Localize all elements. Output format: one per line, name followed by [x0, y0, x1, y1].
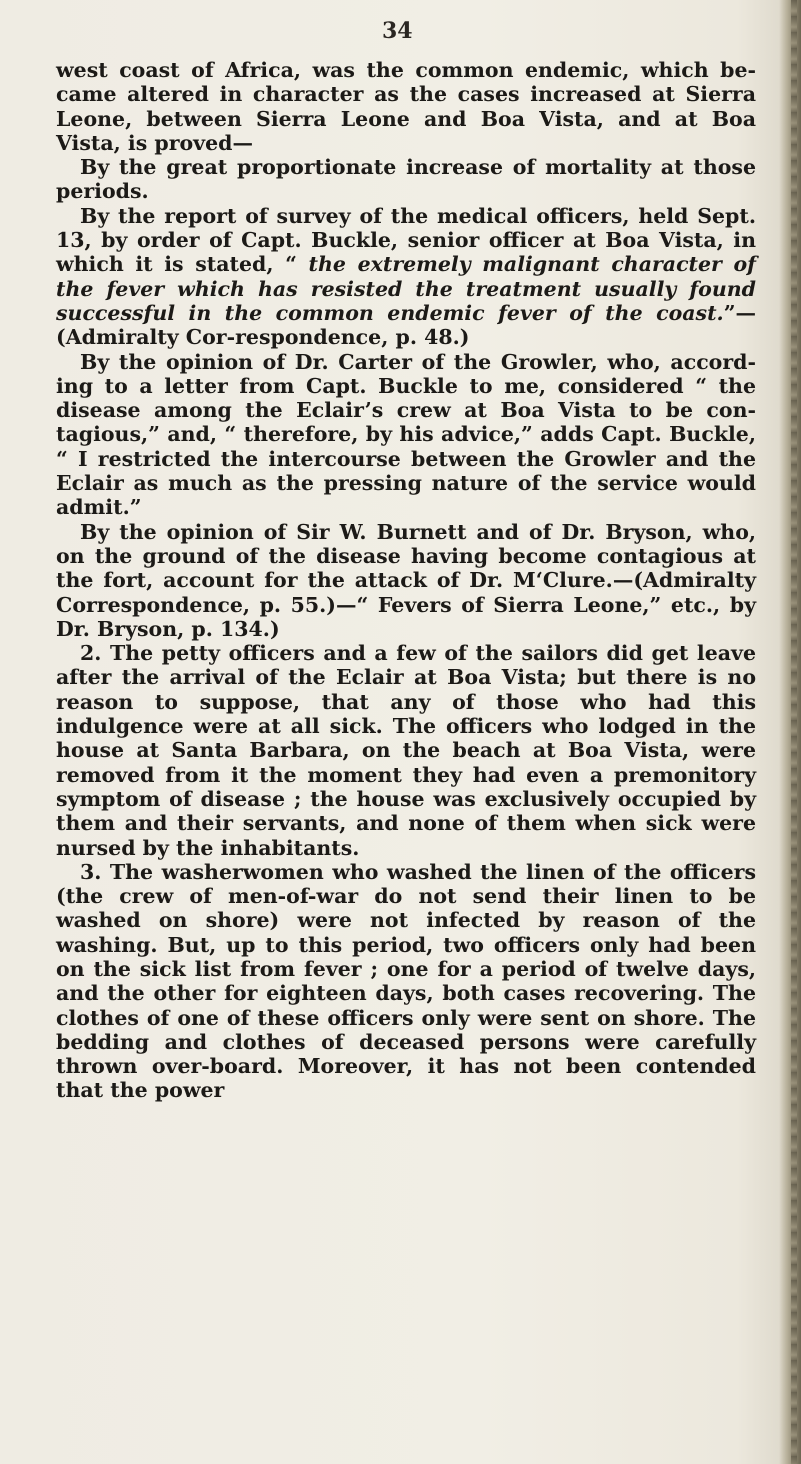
text-run: By the report of survey of the medical officers, held Sept. 13, by order of Capt. Buckle, senior officer at Boa Vista, in which it is stated, “: [56, 203, 756, 277]
body-text: [56, 58, 756, 1103]
page-number: 34: [382, 18, 413, 44]
text-run: By the great proportionate increase of mortality at those periods.: [56, 155, 756, 204]
text-run: west coast of Africa, was the common endemic, which be-came altered in character as the cases increased at Sierra Leone, between Sierra Leone and Boa Vista, and at Boa Vista, is proved—: [56, 58, 756, 155]
paragraph: [56, 58, 756, 155]
paragraph: [56, 520, 756, 641]
paragraph: [56, 155, 756, 204]
text-run: By the opinion of Sir W. Burnett and of Dr. Bryson, who, on the ground of the disease having become contagious at the fort, account for the attack of Dr. M‘Clure.—(Admiralty Correspondence, p. 55.)—“ Fevers of Sierra Leone,” etc., by Dr. Bryson, p. 134.): [56, 519, 756, 641]
paragraph: [56, 860, 756, 1103]
paragraph: [56, 204, 756, 350]
quoted-italic-text: the extremely malignant character of the fever which has resisted the treatment usually found successful in the common endemic fever of the coast.: [56, 252, 756, 325]
binding-edge: [779, 0, 801, 1464]
paragraph: [56, 641, 756, 860]
paragraph: [56, 350, 756, 520]
text-run: 3. The washerwomen who washed the linen of the officers (the crew of men-of-war do not send their linen to be washed on shore) were not infected by reason of the washing. But, up to this period, two officers only had been on the sick list from fever ; one for a period of twelve days, and the other for eighteen days, both cases recovering. The clothes of one of these officers only were sent on shore. The bedding and clothes of deceased persons were carefully thrown over-board. Moreover, it has not been contended that the power: [56, 859, 756, 1103]
text-run: By the opinion of Dr. Carter of the Growler, who, accord-ing to a letter from Capt. Buckle to me, considered “ the disease among the Eclair’s crew at Boa Vista to be con-tagious,” and, “ therefore, by his advice,” adds Capt. Buckle, “ I restricted the intercourse between the Growler and the Eclair as much as the pressing nature of the service would admit.”: [56, 349, 756, 520]
text-run: 2. The petty officers and a few of the sailors did get leave after the arrival of the Eclair at Boa Vista; but there is no reason to suppose, that any of those who had this indulgence were at all sick. The officers who lodged in the house at Santa Barbara, on the beach at Boa Vista, were removed from it the moment they had even a premonitory symptom of disease ; the house was exclusively occupied by them and their servants, and none of them when sick were nursed by the inhabitants.: [56, 641, 756, 860]
text-run: ”—(Admiralty Cor-respondence, p. 48.): [56, 300, 756, 350]
